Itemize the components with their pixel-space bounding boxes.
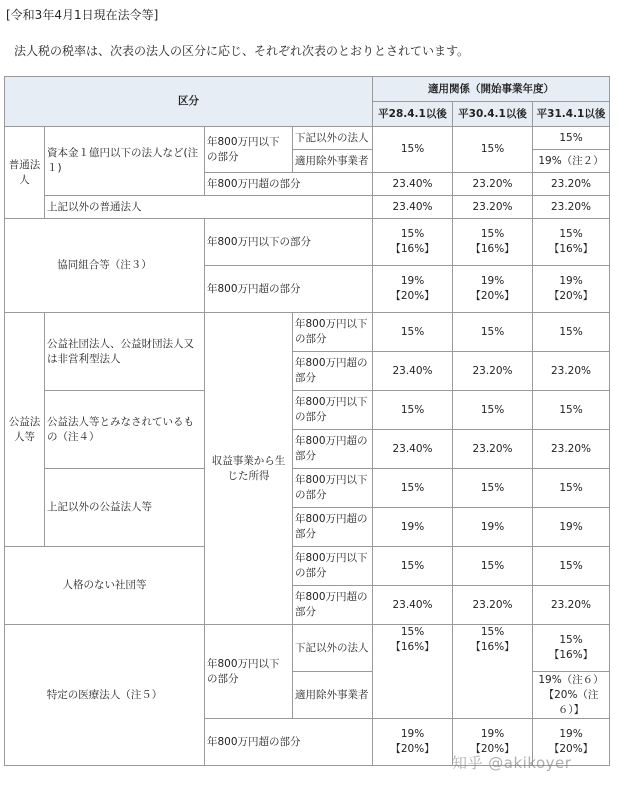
over800-label: 年800万円超の部分 [293,430,373,469]
rate-cell: 19% [533,508,610,547]
rate-cell: 15% [373,547,453,586]
rate-cell [453,219,533,266]
rate-bracket: 【20%】 [470,743,515,755]
rate-cell: 23.40% [373,173,453,196]
rate-cell [373,219,453,266]
rate-cell: 23.20% [453,173,533,196]
rate-cell: 23.40% [373,586,453,625]
rate-value: 15% [400,626,425,638]
rate-cell: 19% [373,508,453,547]
under800-label: 年800万円以下の部分 [293,547,373,586]
rate-value: 15% [480,228,505,240]
rate-cell: 23.20% [533,586,610,625]
kaki-igai-label: 下記以外の法人 [293,625,373,672]
over800-label: 年800万円超の部分 [205,173,373,196]
tax-rate-table [4,76,610,766]
under800-label: 年800万円以下の部分 [205,219,373,266]
under800-label: 年800万円以下の部分 [205,625,293,719]
rate-cell [533,266,610,313]
rate-cell: 23.20% [453,430,533,469]
rate-value: 19% [559,728,583,740]
rate-value: 19% [480,728,505,740]
h30-header: 平30.4.1以後 [453,102,533,127]
over800-label: 年800万円超の部分 [205,266,373,313]
rate-cell: 19%（注２） [533,150,610,173]
rate-cell [453,266,533,313]
rate-bracket: 【20%】 [548,743,594,755]
rate-cell: 15% [533,469,610,508]
jinkaku-label: 人格のない社団等 [5,547,205,625]
rate-bracket: 【16%】 [390,641,435,653]
kubun-header: 区分 [5,77,373,127]
koeki-label: 公益法人等 [5,313,45,547]
rate-value: 19% [400,275,425,287]
shihonkin-label: 資本金１億円以下の法人など(注１) [45,127,205,196]
koeki-c-label: 上記以外の公益法人等 [45,469,205,547]
rate-cell [533,219,610,266]
kaki-igai-label: 下記以外の法人 [293,127,373,150]
under800-label: 年800万円以下の部分 [293,469,373,508]
rate-cell: 23.20% [533,173,610,196]
rate-cell: 15% [373,313,453,352]
rate-cell: 15% [453,547,533,586]
rate-bracket: 【20%】 [548,290,594,302]
rate-cell: 15% [373,391,453,430]
rate-cell [453,625,533,719]
futsu-label: 普通法人 [5,127,45,219]
rate-cell: 15% [533,547,610,586]
rate-cell: 23.20% [533,352,610,391]
rate-cell: 15% [453,313,533,352]
rate-value: 15% [559,634,583,646]
rate-cell: 15% [453,127,533,173]
over800-label: 年800万円超の部分 [205,719,373,766]
koeki-a-label: 公益社団法人、公益財団法人又は非営利型法人 [45,313,205,391]
rate-cell: 15% [533,313,610,352]
rate-cell: 15% [373,469,453,508]
futsu-other-label: 上記以外の普通法人 [45,196,373,219]
rate-cell [373,719,453,766]
rate-cell: 23.20% [453,586,533,625]
rate-bracket: 【16%】 [548,649,594,661]
rate-value: 19% [559,275,583,287]
over800-label: 年800万円超の部分 [293,352,373,391]
rate-cell [533,625,610,672]
under800-label: 年800万円以下の部分 [293,313,373,352]
over800-label: 年800万円超の部分 [293,508,373,547]
rate-cell: 15% [453,391,533,430]
rate-cell: 15% [533,127,610,150]
iryo-label: 特定の医療法人（注５） [5,625,205,766]
rate-cell [373,266,453,313]
rate-cell: 19% [453,508,533,547]
rate-bracket: 【16%】 [470,243,515,255]
rate-cell: 23.20% [533,430,610,469]
rate-bracket: 【16%】 [390,243,435,255]
rate-bracket: 【20%】 [390,743,435,755]
intro-text: 法人税の税率は、次表の法人の区分に応じ、それぞれ次表のとおりとされています。 [14,44,470,58]
h31-header: 平31.4.1以後 [533,102,610,127]
rate-bracket: 【20%】 [390,290,435,302]
rate-value: 15% [559,228,583,240]
rate-cell: 15% [453,469,533,508]
over800-label: 年800万円超の部分 [293,586,373,625]
h28-header: 平28.4.1以後 [373,102,453,127]
under800-label: 年800万円以下の部分 [205,127,293,173]
rate-cell [373,625,453,719]
watermark: 知乎 @akikoyer [452,754,572,772]
koeki-b-label: 公益法人等とみなされているもの（注４） [45,391,205,469]
under800-label: 年800万円以下の部分 [293,391,373,430]
period-header: 適用関係（開始事業年度） [373,77,610,102]
rate-value: 15% [400,228,425,240]
kyodo-label: 協同組合等（注３） [5,219,205,313]
rate-value: 19% [480,275,505,287]
rate-cell: 23.20% [453,352,533,391]
rate-bracket: 【20%（注６）】 [543,688,599,716]
rate-bracket: 【20%】 [470,290,515,302]
tekiyo-jogai-label: 適用除外事業者 [293,672,373,719]
rate-value: 15% [480,626,505,638]
rate-cell: 23.20% [533,196,610,219]
tekiyo-jogai-label: 適用除外事業者 [293,150,373,173]
rate-bracket: 【16%】 [470,641,515,653]
rate-cell: 23.20% [453,196,533,219]
rate-cell: 15% [533,391,610,430]
rate-bracket: 【16%】 [548,243,594,255]
rate-cell [533,672,610,719]
shueki-label: 収益事業から生じた所得 [205,313,293,625]
rate-value: 19%（注６） [538,673,604,686]
rate-value: 19% [400,728,425,740]
rate-cell: 15% [373,127,453,173]
rate-cell: 23.40% [373,352,453,391]
rate-cell: 23.40% [373,196,453,219]
date-note: [令和3年4月1日現在法令等] [6,8,159,22]
rate-cell: 23.40% [373,430,453,469]
